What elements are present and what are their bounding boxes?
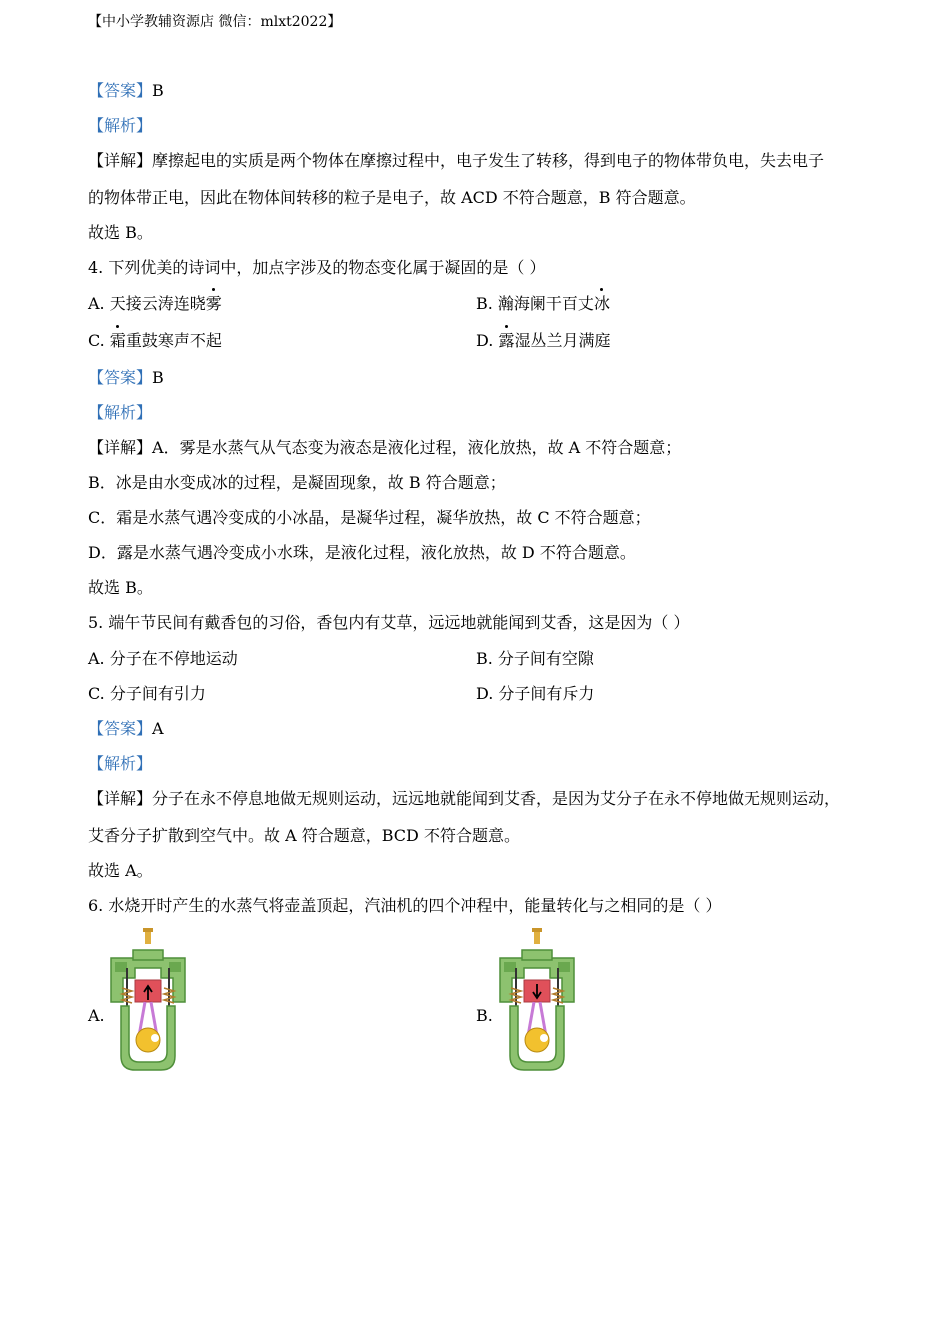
detail-tag: 【详解】 <box>88 151 153 170</box>
spark-plug <box>532 928 542 944</box>
q5-option-b: B. 分子间有空隙 <box>476 649 594 668</box>
q5-option-c: C. 分子间有引力 <box>88 684 206 703</box>
engine-diagram-b <box>494 928 580 1078</box>
q5-option-d: D. 分子间有斥力 <box>476 684 595 703</box>
emphasis-char: 露 <box>498 331 515 350</box>
q5-detail-line-2: 艾香分子扩散到空气中。故 A 符合题意，BCD 不符合题意。 <box>88 826 520 845</box>
q5-answer-line <box>88 718 164 740</box>
q4-detail-b: B．冰是由水变成冰的过程，是凝固现象，故 B 符合题意； <box>88 473 506 492</box>
detail-text: 分子在永不停息地做无规则运动，远远地就能闻到艾香，是因为艾分子在永不停地做无规则运动， <box>152 789 841 808</box>
emphasis-char: 冰 <box>593 294 610 313</box>
q5-conclusion: 故选 A。 <box>88 861 153 880</box>
page-header: 【中小学教辅资源店 微信：mlxt2022】 <box>88 14 342 30</box>
q4-option-a <box>88 293 222 315</box>
answer-value: A <box>152 719 164 738</box>
detail-tag: 【详解】 <box>88 438 153 457</box>
q6-stem: 6. 水烧开时产生的水蒸气将壶盖顶起，汽油机的四个冲程中，能量转化与之相同的是（ ） <box>88 896 722 915</box>
q3-detail-line-1 <box>88 150 824 172</box>
q5-detail-line-1 <box>88 788 840 810</box>
q5-analysis-line <box>88 753 152 775</box>
q4-conclusion: 故选 B。 <box>88 578 153 597</box>
q5-option-a: A. 分子在不停地运动 <box>88 649 238 668</box>
q5-stem: 5. 端午节民间有戴香包的习俗，香包内有艾草，远远地就能闻到艾香，这是因为（ ） <box>88 613 690 632</box>
q4-detail-c: C．霜是水蒸气遇冷变成的小冰晶，是凝华过程，凝华放热，故 C 不符合题意； <box>88 508 651 527</box>
analysis-tag: 【解析】 <box>88 403 153 422</box>
q3-answer-line <box>88 80 164 102</box>
q6-option-a-label: A. <box>88 1006 105 1025</box>
q3-analysis-line <box>88 115 152 137</box>
answer-tag: 【答案】 <box>88 719 153 738</box>
q4-detail-d: D．露是水蒸气遇冷变成小水珠，是液化过程，液化放热，故 D 不符合题意。 <box>88 543 636 562</box>
answer-value: B <box>152 368 164 387</box>
option-text: C. <box>88 331 110 350</box>
engine-diagram-a <box>105 928 191 1078</box>
q3-detail-line-2: 的物体带正电，因此在物体间转移的粒子是电子，故 ACD 不符合题意，B 符合题意。 <box>88 188 696 207</box>
q4-option-c <box>88 330 222 352</box>
answer-tag: 【答案】 <box>88 368 153 387</box>
engine-a-svg <box>105 928 191 1074</box>
q4-answer-line <box>88 367 164 389</box>
q4-analysis-line <box>88 402 152 424</box>
engine-b-svg <box>494 928 580 1074</box>
emphasis-char: 霜 <box>109 331 126 350</box>
emphasis-char: 雾 <box>205 294 222 313</box>
option-text: D. <box>476 331 499 350</box>
detail-tag: 【详解】 <box>88 789 153 808</box>
analysis-tag: 【解析】 <box>88 116 153 135</box>
detail-text: 摩擦起电的实质是两个物体在摩擦过程中，电子发生了转移，得到电子的物体带负电，失去电子 <box>152 151 825 170</box>
option-text: B. 瀚海阑干百丈 <box>476 294 594 313</box>
answer-value: B <box>152 81 164 100</box>
q4-stem: 4. 下列优美的诗词中，加点字涉及的物态变化属于凝固的是（ ） <box>88 258 546 277</box>
q4-option-b <box>476 293 610 315</box>
q3-conclusion: 故选 B。 <box>88 223 153 242</box>
option-text: A. 天接云涛连晓 <box>88 294 206 313</box>
answer-tag: 【答案】 <box>88 81 153 100</box>
q4-detail-a <box>88 437 681 459</box>
spark-plug <box>143 928 153 944</box>
option-text: 重鼓寒声不起 <box>125 331 222 350</box>
q4-option-d <box>476 330 610 352</box>
analysis-tag: 【解析】 <box>88 754 153 773</box>
option-text: 湿丛兰月满庭 <box>514 331 611 350</box>
detail-text: A．雾是水蒸气从气态变为液态是液化过程，液化放热，故 A 不符合题意； <box>152 438 682 457</box>
q6-option-b-label: B. <box>476 1006 493 1025</box>
